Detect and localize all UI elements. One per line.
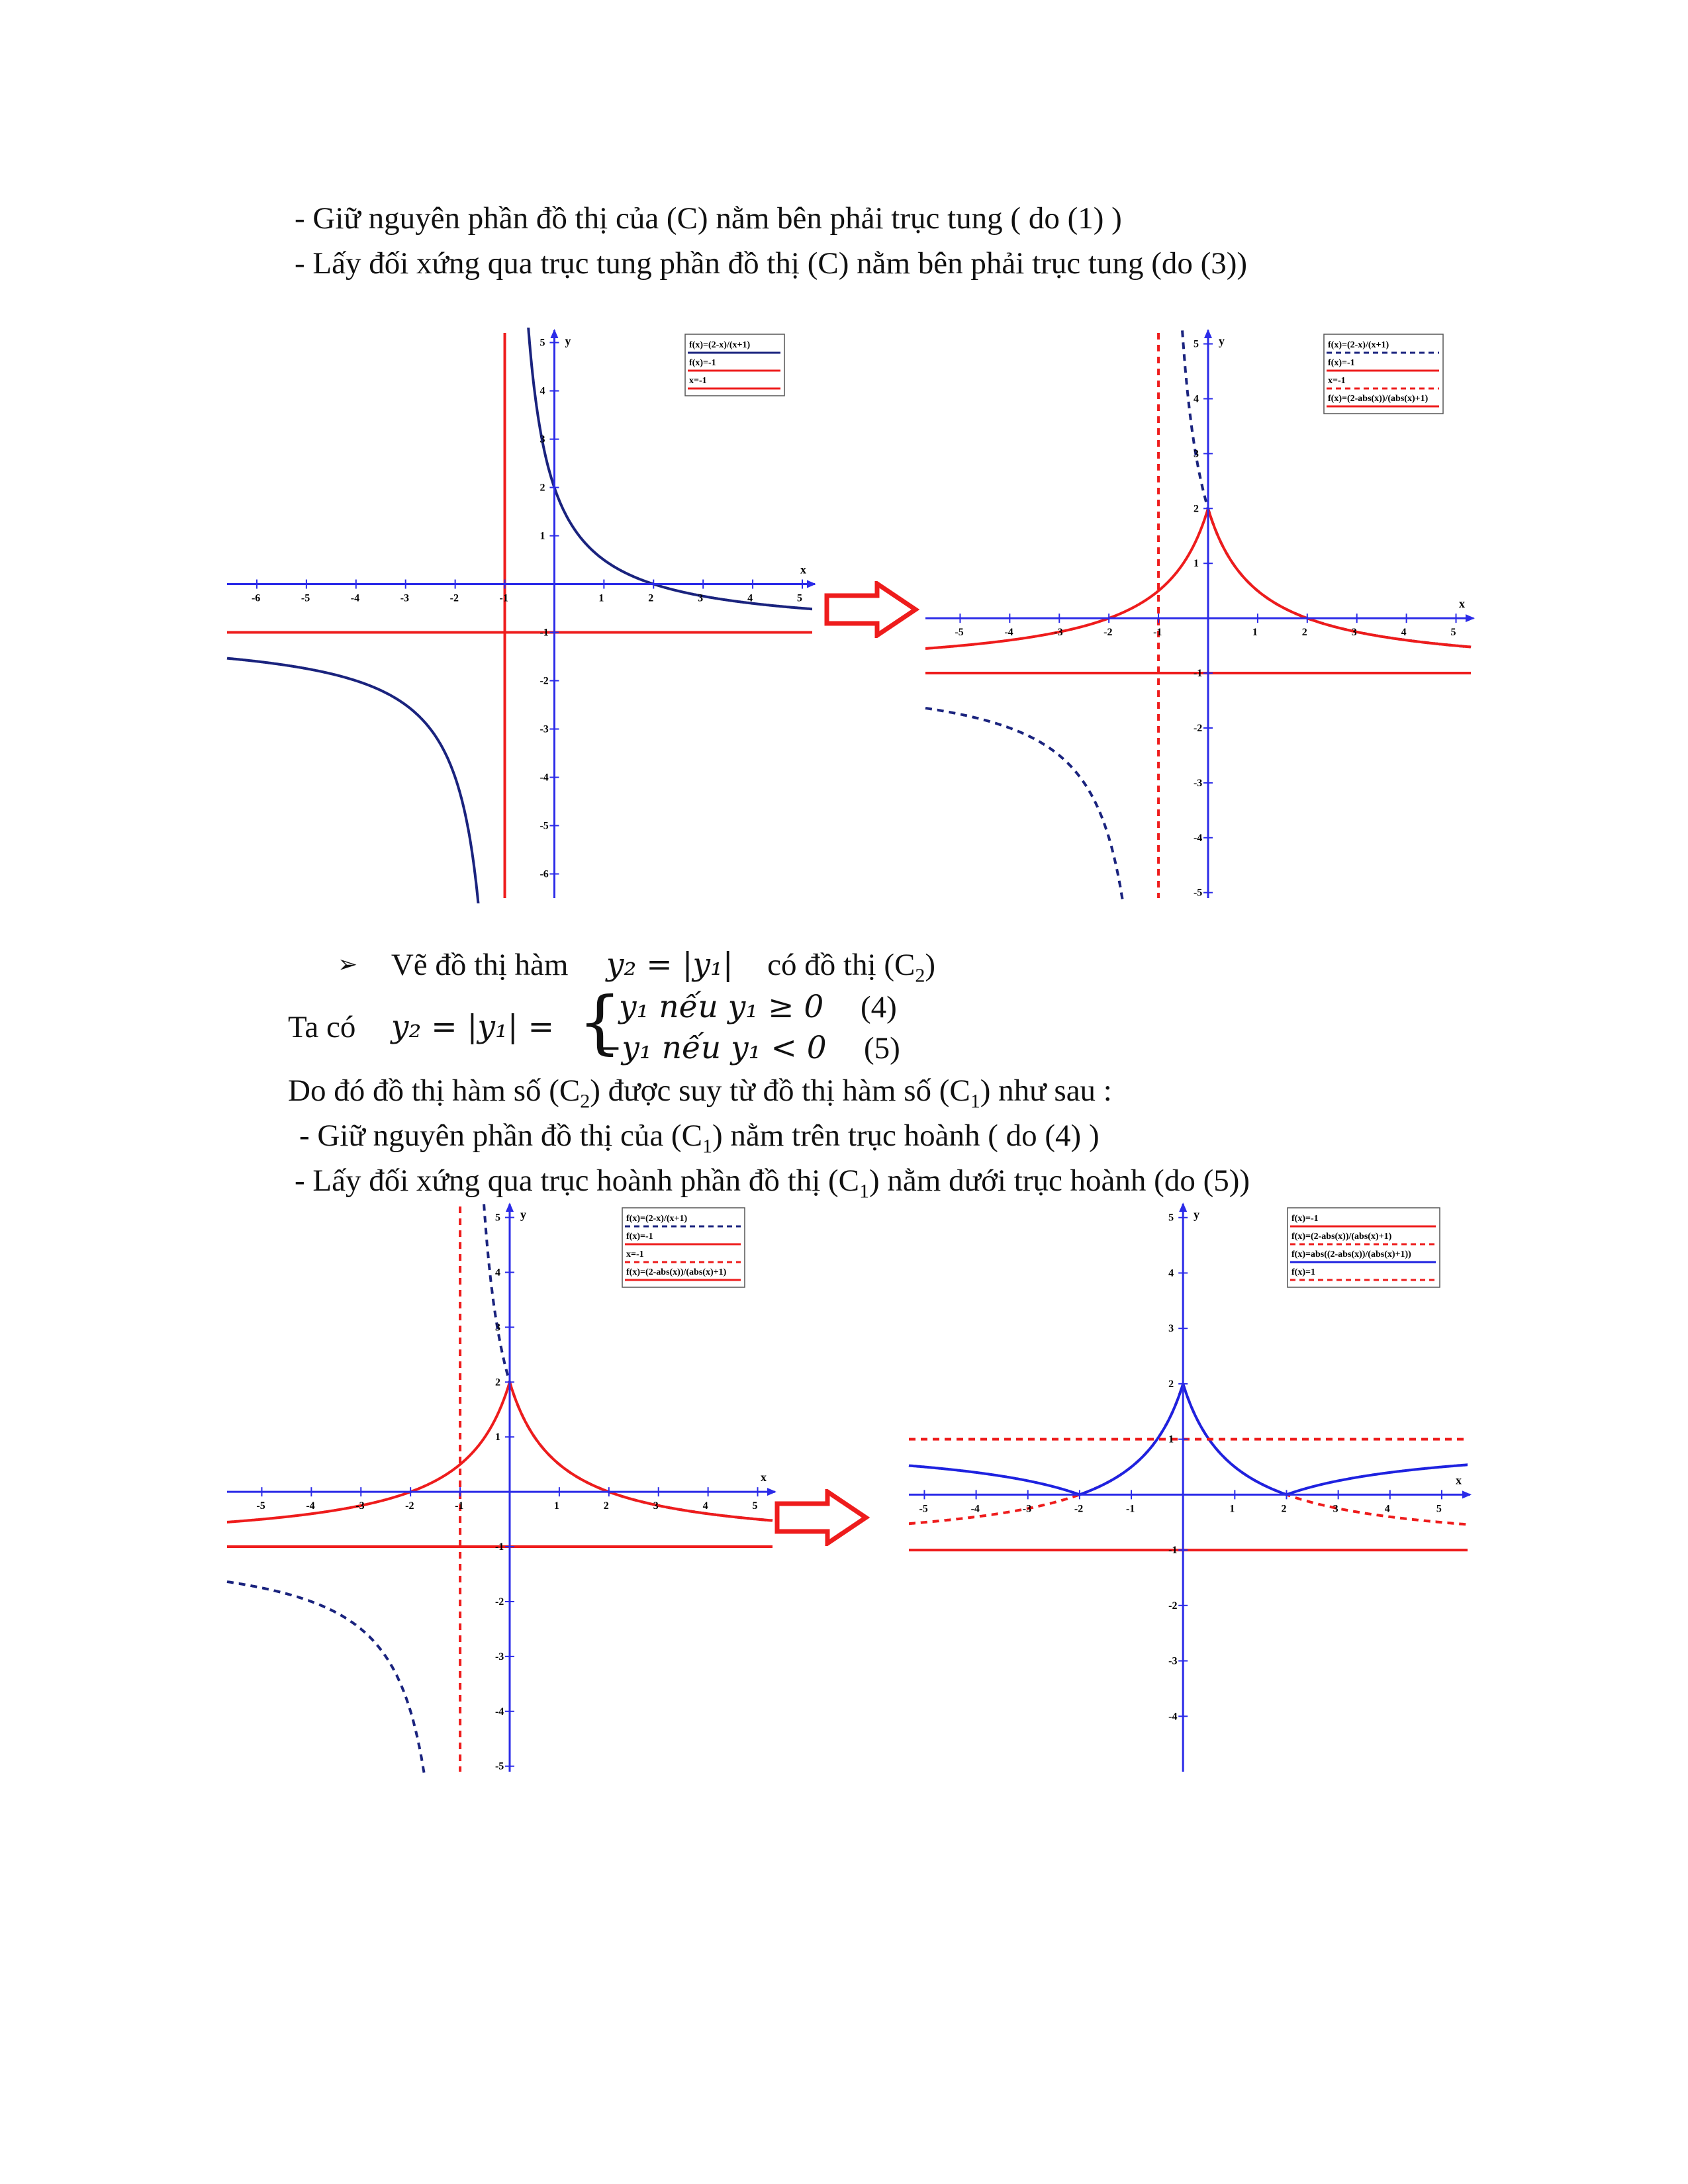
x-tick-label: 2 xyxy=(1281,1503,1287,1515)
right-arrow-1 xyxy=(824,581,920,641)
y-tick-label: -3 xyxy=(1168,1655,1178,1667)
legend-label: f(x)=-1 xyxy=(1291,1214,1319,1224)
y-tick-label: -1 xyxy=(1168,1545,1178,1557)
x-tick-label: -4 xyxy=(350,592,360,604)
x-tick-label: 4 xyxy=(702,1500,708,1512)
y-tick-label: -4 xyxy=(1168,1711,1178,1723)
x-tick-label: 5 xyxy=(752,1500,758,1512)
y-tick-label: -6 xyxy=(539,868,549,880)
y-tick-label: 4 xyxy=(1168,1267,1174,1279)
y-axis-label: y xyxy=(520,1208,526,1221)
text-line-1: - Giữ nguyên phần đồ thị của (C) nằm bên phải trục tung ( do (1) ) xyxy=(295,201,1122,236)
case-1: y₁ nếu y₁ ≥ 0 xyxy=(619,989,824,1025)
x-tick-label: 4 xyxy=(1401,627,1407,639)
y-tick-label: -4 xyxy=(1193,832,1203,844)
x-tick-label: -2 xyxy=(449,592,459,604)
l5-text-c: ) như sau : xyxy=(980,1073,1112,1108)
legend-label: f(x)=(2-abs(x))/(abs(x)+1) xyxy=(1328,394,1429,404)
x-axis-arrow xyxy=(807,580,816,588)
x-axis-label: x xyxy=(1456,1473,1462,1487)
x-tick-label: -4 xyxy=(306,1500,315,1512)
x-tick-label: -2 xyxy=(1103,627,1113,639)
x-tick-label: 5 xyxy=(1450,627,1456,639)
y-tick-label: 2 xyxy=(494,1377,500,1388)
x-tick-label: -1 xyxy=(455,1500,464,1512)
y-tick-label: 1 xyxy=(1193,558,1199,570)
y-tick-label: -4 xyxy=(494,1706,504,1717)
series-0-hyperbola-seg-0 xyxy=(227,1582,431,1777)
y-axis-arrow xyxy=(1204,329,1212,338)
x-tick-label: -2 xyxy=(405,1500,414,1512)
legend-label: f(x)=(2-abs(x))/(abs(x)+1) xyxy=(626,1267,727,1277)
x-tick-label: 3 xyxy=(1333,1503,1338,1515)
l7-text-b: ) nằm dưới trục hoành (do (5)) xyxy=(869,1163,1250,1198)
legend-label: f(x)=(2-x)/(x+1) xyxy=(1328,340,1389,350)
y-tick-label: -2 xyxy=(1168,1600,1178,1612)
chart-1 xyxy=(222,328,818,903)
y-axis-arrow xyxy=(550,329,558,338)
y-tick-label: 2 xyxy=(539,482,545,494)
x-tick-label: 1 xyxy=(1229,1503,1235,1515)
l7-sub: 1 xyxy=(859,1180,870,1203)
y-tick-label: 4 xyxy=(1193,393,1199,405)
text-line-4 xyxy=(288,1009,554,1046)
y-axis-label: y xyxy=(1218,334,1225,347)
x-tick-label: -6 xyxy=(251,592,261,604)
x-tick-label: -5 xyxy=(955,627,964,639)
y-tick-label: -1 xyxy=(539,627,549,639)
y-tick-label: -5 xyxy=(539,820,549,832)
y-tick-label: 2 xyxy=(1168,1378,1174,1390)
x-axis-label: x xyxy=(761,1471,767,1484)
l6-text-a: - Giữ nguyên phần đồ thị của (C xyxy=(299,1118,702,1153)
y-tick-label: 5 xyxy=(1168,1212,1174,1224)
chart-2 xyxy=(920,328,1476,903)
left-brace: { xyxy=(578,981,622,1062)
legend-label: f(x)=(2-abs(x))/(abs(x)+1) xyxy=(1291,1232,1392,1242)
case-1-tag: (4) xyxy=(861,990,897,1024)
l3-text-c: ) xyxy=(925,948,936,982)
y-tick-label: 1 xyxy=(539,530,545,542)
x-tick-label: 3 xyxy=(1351,627,1357,639)
x-tick-label: -4 xyxy=(1004,627,1013,639)
y-tick-label: 3 xyxy=(494,1322,500,1334)
x-tick-label: 1 xyxy=(553,1500,559,1512)
x-tick-label: -3 xyxy=(1022,1503,1032,1515)
l3-sub: 2 xyxy=(915,964,925,987)
x-tick-label: -4 xyxy=(970,1503,980,1515)
text-line-3 xyxy=(338,946,935,994)
x-tick-label: -3 xyxy=(355,1500,365,1512)
x-tick-label: -5 xyxy=(256,1500,265,1512)
l4-text-a: Ta có xyxy=(288,1010,356,1044)
y-tick-label: -1 xyxy=(494,1541,504,1553)
l5-sub-2: 1 xyxy=(970,1090,980,1113)
x-tick-label: -5 xyxy=(919,1503,928,1515)
legend-label: x=-1 xyxy=(1328,376,1346,386)
legend-label: f(x)=1 xyxy=(1291,1267,1315,1277)
y-tick-label: 3 xyxy=(1193,448,1199,460)
x-tick-label: -2 xyxy=(1074,1503,1084,1515)
x-tick-label: 3 xyxy=(653,1500,659,1512)
x-tick-label: -1 xyxy=(499,592,508,604)
x-tick-label: -1 xyxy=(1126,1503,1135,1515)
x-tick-label: 2 xyxy=(1301,627,1307,639)
text-line-2: - Lấy đối xứng qua trục tung phần đồ thị (C) nằm bên phải trục tung (do (3)) xyxy=(295,246,1248,281)
y-tick-label: 3 xyxy=(1168,1323,1174,1335)
legend-label: f(x)=abs((2-abs(x))/(abs(x)+1)) xyxy=(1291,1250,1411,1259)
x-tick-label: 1 xyxy=(1252,627,1258,639)
y-axis-arrow xyxy=(506,1203,514,1212)
l5-text-a: Do đó đồ thị hàm số (C xyxy=(288,1073,581,1108)
x-tick-label: 3 xyxy=(698,592,704,604)
chart-4 xyxy=(904,1201,1473,1777)
l7-text-a: - Lấy đối xứng qua trục hoành phần đồ thị (C xyxy=(295,1163,860,1198)
l3-text-b: có đồ thị (C xyxy=(767,948,915,982)
y-tick-label: 1 xyxy=(494,1432,500,1443)
x-tick-label: 2 xyxy=(603,1500,609,1512)
y-axis-label: y xyxy=(1194,1208,1200,1221)
l6-sub: 1 xyxy=(702,1135,712,1158)
x-axis-arrow xyxy=(1462,1490,1472,1498)
y-tick-label: 2 xyxy=(1193,503,1199,515)
x-tick-label: 4 xyxy=(747,592,753,604)
text-line-5 xyxy=(288,1072,1112,1120)
l3-text-a: Vẽ đồ thị hàm xyxy=(391,948,569,982)
y-tick-label: -3 xyxy=(539,723,549,735)
chart-3 xyxy=(222,1201,778,1777)
series-1-absx-seg-0 xyxy=(909,1384,1468,1524)
x-tick-label: 5 xyxy=(797,592,803,604)
y-tick-label: -2 xyxy=(1193,722,1203,734)
x-tick-label: 5 xyxy=(1436,1503,1442,1515)
legend-label: f(x)=(2-x)/(x+1) xyxy=(689,340,751,350)
y-tick-label: -3 xyxy=(1193,777,1203,789)
y-tick-label: 5 xyxy=(1193,338,1199,350)
x-tick-label: -1 xyxy=(1153,627,1162,639)
right-arrow-2 xyxy=(774,1489,870,1549)
y-tick-label: -5 xyxy=(494,1760,504,1772)
series-0-hyperbola-seg-0 xyxy=(227,659,482,903)
y-tick-label: -4 xyxy=(539,772,549,784)
y-tick-label: 4 xyxy=(494,1267,500,1279)
y-tick-label: 4 xyxy=(539,385,545,397)
bullet-icon: ➢ xyxy=(338,951,358,978)
legend-label: x=-1 xyxy=(626,1250,644,1259)
x-tick-label: -5 xyxy=(301,592,310,604)
l5-text-b: ) được suy từ đồ thị hàm số (C xyxy=(590,1073,970,1108)
y-tick-label: 5 xyxy=(494,1212,500,1224)
legend-label: f(x)=-1 xyxy=(1328,358,1355,368)
case-2-tag: (5) xyxy=(864,1031,900,1066)
x-tick-label: 2 xyxy=(648,592,654,604)
x-tick-label: 1 xyxy=(598,592,604,604)
legend-label: f(x)=-1 xyxy=(689,358,716,368)
case-2: −y₁ nếu y₁ < 0 xyxy=(596,1030,827,1066)
y-tick-label: -2 xyxy=(494,1596,504,1608)
y-tick-label: 5 xyxy=(539,337,545,349)
legend-label: f(x)=(2-x)/(x+1) xyxy=(626,1214,688,1224)
y-axis-label: y xyxy=(565,334,571,347)
y-tick-label: -2 xyxy=(539,675,549,687)
series-0-hyperbola-seg-0 xyxy=(925,708,1129,903)
y-tick-label: -1 xyxy=(1193,668,1203,680)
x-axis-arrow xyxy=(1466,614,1475,622)
y-axis-arrow xyxy=(1179,1203,1187,1212)
y-tick-label: 1 xyxy=(1168,1433,1174,1445)
x-tick-label: -3 xyxy=(1054,627,1063,639)
x-tick-label: -3 xyxy=(400,592,410,604)
legend-label: x=-1 xyxy=(689,376,707,386)
text-line-6 xyxy=(299,1117,1100,1165)
x-axis-label: x xyxy=(800,563,806,576)
y-tick-label: 3 xyxy=(539,433,545,445)
x-tick-label: 4 xyxy=(1384,1503,1390,1515)
y-tick-label: -5 xyxy=(1193,887,1203,899)
l5-sub-1: 2 xyxy=(580,1090,590,1113)
l6-text-b: ) nằm trên trục hoành ( do (4) ) xyxy=(712,1118,1100,1153)
l3-math: y₂ = |y₁| xyxy=(606,946,733,983)
l4-math: y₂ = |y₁| = xyxy=(391,1009,554,1045)
y-tick-label: -3 xyxy=(494,1651,504,1662)
legend-label: f(x)=-1 xyxy=(626,1232,653,1242)
x-axis-label: x xyxy=(1459,597,1465,611)
